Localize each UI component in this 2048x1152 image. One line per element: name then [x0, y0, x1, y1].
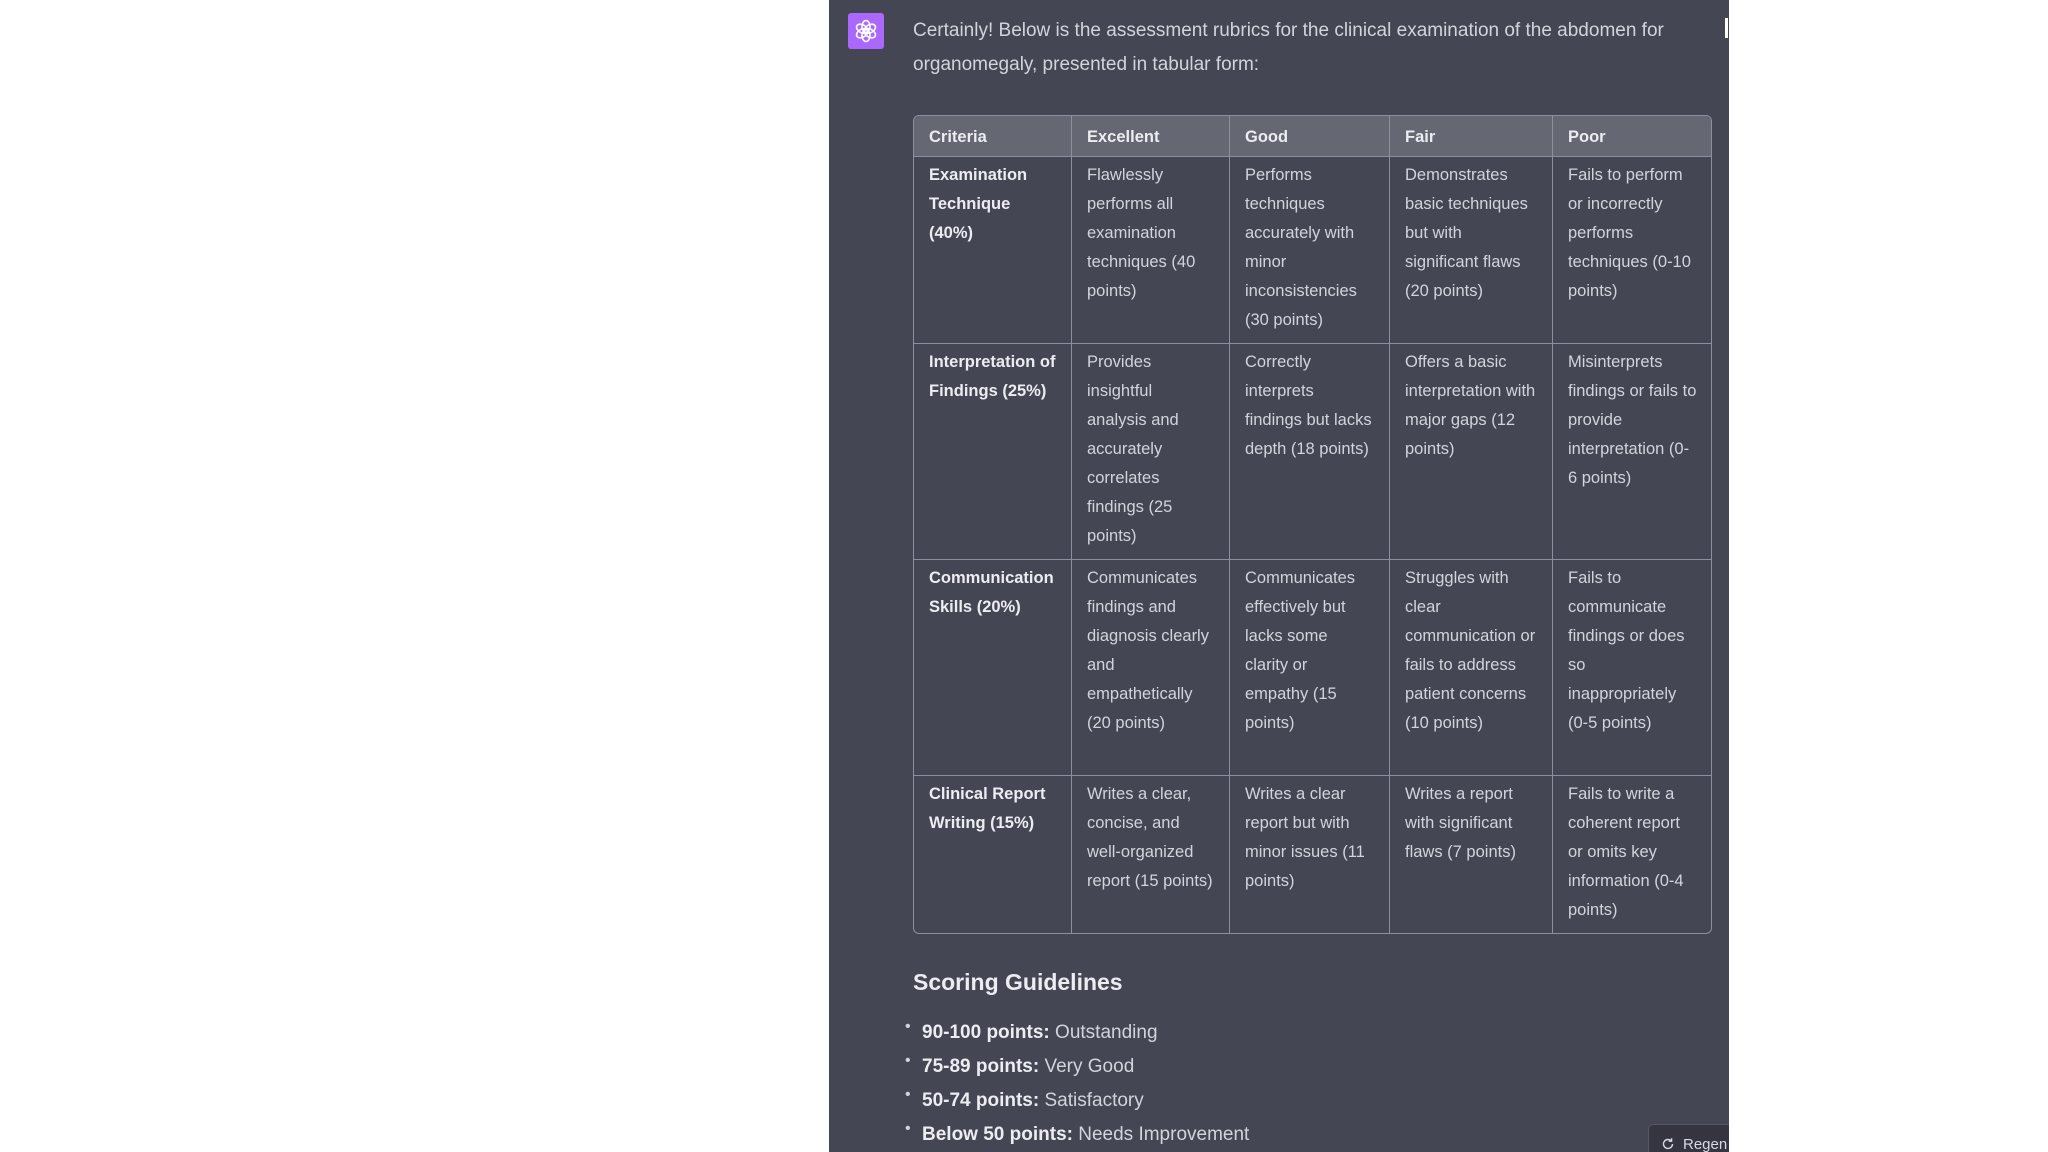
list-item: [905, 1050, 1613, 1084]
good-cell: Writes a clear report but with minor issues (11 points): [1230, 776, 1390, 933]
score-range: 75-89 points:: [922, 1056, 1040, 1077]
header-excellent: Excellent: [1072, 116, 1230, 157]
criteria-cell: Clinical Report Writing (15%): [914, 776, 1072, 933]
score-range: Below 50 points:: [922, 1124, 1073, 1145]
refresh-icon: [1661, 1137, 1675, 1151]
scoring-heading: Scoring Guidelines: [913, 969, 1123, 995]
rubric-table: [913, 115, 1712, 934]
score-range: 90-100 points:: [922, 1022, 1050, 1043]
table-row: [914, 560, 1711, 776]
poor-cell: Fails to perform or incorrectly performs techniques (0-10 points): [1553, 157, 1711, 344]
openai-logo-icon: [853, 18, 879, 44]
fair-cell: Offers a basic interpretation with major gaps (12 points): [1390, 344, 1553, 560]
excellent-cell: Writes a clear, concise, and well-organized report (15 points): [1072, 776, 1230, 933]
fair-cell: Writes a report with significant flaws (7 points): [1390, 776, 1553, 933]
score-label: Very Good: [1044, 1056, 1135, 1077]
list-item: [905, 1016, 1613, 1050]
table-row: [914, 157, 1711, 344]
table-row: [914, 344, 1711, 560]
list-item: [905, 1118, 1613, 1152]
good-cell: Performs techniques accurately with minor inconsistencies (30 points): [1230, 157, 1390, 344]
bullet-icon: •: [905, 1120, 911, 1137]
score-range: 50-74 points:: [922, 1090, 1040, 1111]
assistant-avatar: [848, 13, 884, 49]
assistant-message-panel: [829, 0, 1729, 1152]
header-good: Good: [1230, 116, 1390, 157]
criteria-cell: Examination Technique (40%): [914, 157, 1072, 344]
excellent-cell: Flawlessly performs all examination techniques (40 points): [1072, 157, 1230, 344]
score-label: Outstanding: [1055, 1022, 1158, 1043]
excellent-cell: Provides insightful analysis and accurately correlates findings (25 points): [1072, 344, 1230, 560]
list-item: [905, 1084, 1613, 1118]
header-criteria: Criteria: [914, 116, 1072, 157]
header-fair: Fair: [1390, 116, 1553, 157]
bullet-icon: •: [905, 1086, 911, 1103]
score-label: Satisfactory: [1044, 1090, 1144, 1111]
score-label: Needs Improvement: [1078, 1124, 1250, 1145]
good-cell: Correctly interprets findings but lacks depth (18 points): [1230, 344, 1390, 560]
poor-cell: Fails to write a coherent report or omits key information (0-4 points): [1568, 785, 1684, 919]
poor-cell: Misinterprets findings or fails to provide interpretation (0-6 points): [1553, 344, 1711, 560]
good-cell: Communicates effectively but lacks some clarity or empathy (15 points): [1230, 560, 1390, 776]
regenerate-button[interactable]: [1648, 1124, 1729, 1152]
scoring-list: [905, 1016, 1613, 1152]
poor-cell: Fails to communicate findings or does so inappropriately (0-5 points): [1553, 560, 1711, 776]
header-poor: Poor: [1553, 116, 1711, 157]
table-row: [914, 776, 1711, 933]
table-header-row: [914, 116, 1711, 157]
fair-cell: Demonstrates basic techniques but with significant flaws (20 points): [1390, 157, 1553, 344]
scrollbar-handle[interactable]: [1725, 18, 1728, 38]
intro-text: Certainly! Below is the assessment rubrics for the clinical examination of the abdomen for organomegaly, presented in tabular form:: [913, 20, 1664, 75]
fair-cell: Struggles with clear communication or fails to address patient concerns (10 points): [1390, 560, 1553, 776]
regenerate-label: Regen: [1683, 1135, 1728, 1152]
excellent-cell: Communicates findings and diagnosis clearly and empathetically (20 points): [1072, 560, 1230, 776]
bullet-icon: •: [905, 1052, 911, 1069]
criteria-cell: Interpretation of Findings (25%): [914, 344, 1072, 560]
bullet-icon: •: [905, 1018, 911, 1035]
criteria-cell: Communication Skills (20%): [914, 560, 1072, 776]
